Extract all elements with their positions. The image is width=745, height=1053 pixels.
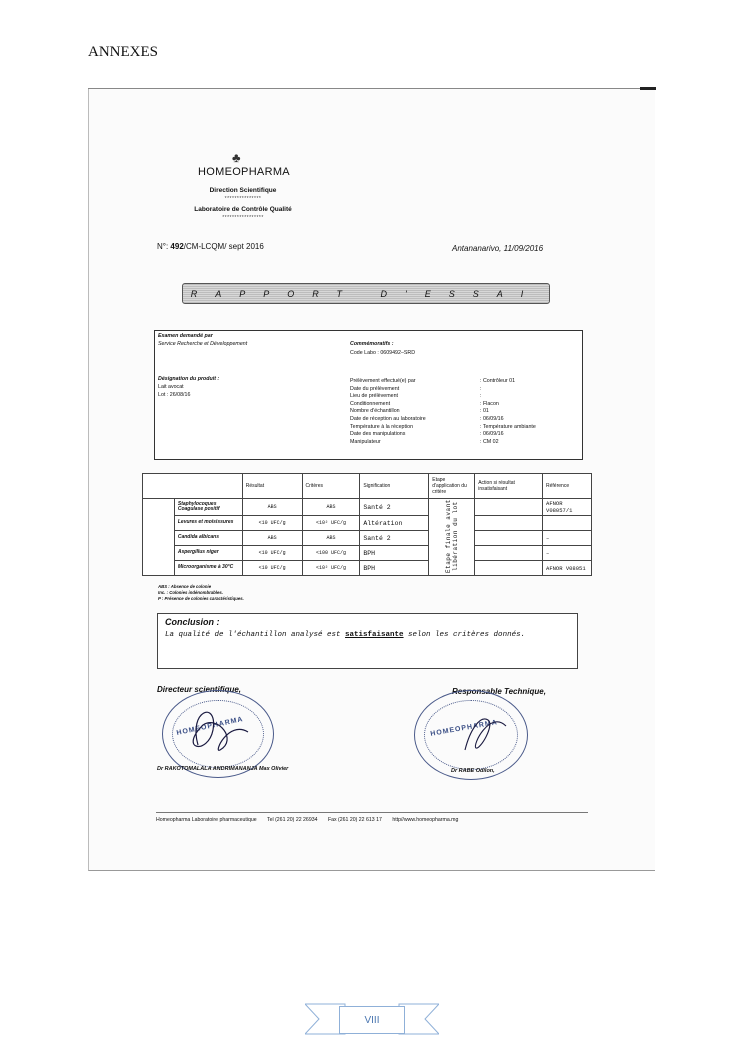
row-group-cell [143, 499, 175, 576]
stamp-text: HOMEOPHARMA [429, 719, 499, 738]
scan-top-edge [88, 88, 656, 89]
germ-name: Candida albicans [174, 531, 242, 546]
left-signatory-name: Dr RAKOTOMALALA ANDRIMANANJA Max Olivier [157, 766, 289, 772]
reference-cell: AFNOR V08057/1 [543, 499, 592, 516]
param-value: : Température ambiante [480, 423, 536, 430]
action-cell [475, 531, 543, 546]
header-action: Action si résultat insatisfaisant [475, 474, 543, 499]
header-criteria: Critères [302, 474, 360, 499]
param-values [480, 378, 536, 446]
results-table [142, 473, 592, 576]
param-label: Date des manipulations [350, 431, 406, 438]
reference-cell: – [543, 546, 592, 561]
result-cell: ABS [242, 531, 302, 546]
header-reference: Référence [543, 474, 592, 499]
code-labo: Code Labo : 0609492–SRD [350, 350, 416, 356]
header-stage: Etape d'application du critère [429, 474, 475, 499]
param-value: : Flacon [480, 400, 499, 407]
conclusion-highlight: satisfaisante [345, 631, 404, 639]
stamp-text: HOMEOPHARMA [176, 715, 245, 738]
left-signatory-title: Directeur scientifique, [157, 685, 242, 694]
param-value: : [480, 385, 482, 392]
meaning-cell: BPH [360, 561, 429, 576]
criteria-cell: <10² UFC/g [302, 516, 360, 531]
table-row [143, 499, 592, 516]
param-label: Date du prélèvement [350, 385, 400, 392]
action-cell [475, 499, 543, 516]
germ-name: Staphylocoques Coagulase positif [174, 499, 242, 516]
page-header: ANNEXES [88, 44, 158, 60]
comm-label: Commémoratifs : [350, 341, 394, 347]
scan-edge-mark [640, 87, 656, 90]
page-number: VIII [339, 1006, 405, 1034]
param-value: : CM 02 [480, 438, 499, 445]
right-signatory-name: Dr RABE Odilon, [451, 768, 495, 774]
table-row [143, 561, 592, 576]
footer-company: Homeopharma Laboratoire pharmaceutique [156, 817, 257, 823]
footer-fax: Fax (261 20) 22 613 17 [327, 817, 382, 823]
result-cell: ABS [242, 499, 302, 516]
param-label: Prélèvement effectué(e) par [350, 378, 416, 384]
meaning-cell: Altération [360, 516, 429, 531]
legend-item: Inc. : Colonies indénombrables. [158, 590, 223, 595]
criteria-cell: ABS [302, 531, 360, 546]
table-legend [158, 584, 244, 602]
table-row [143, 516, 592, 531]
conclusion-box [157, 613, 578, 669]
param-label: Température à la réception [350, 423, 414, 430]
footer-divider [156, 812, 588, 813]
place-date: Antananarivo, 11/09/2016 [452, 244, 544, 253]
param-value: : 01 [480, 408, 489, 415]
param-label: Lieu de prélèvement [350, 393, 398, 400]
param-value: : 06/09/16 [480, 431, 504, 438]
header-meaning: Signification [360, 474, 429, 499]
product-name: Lait avocat [158, 384, 184, 390]
footer-web: http//www.homeopharma.mg [392, 817, 459, 823]
reference-cell: AFNOR V08051 [543, 561, 592, 576]
action-cell [475, 546, 543, 561]
param-labels [350, 378, 426, 446]
criteria-cell: <10² UFC/g [302, 561, 360, 576]
result-cell: <10 UFC/g [242, 561, 302, 576]
right-signatory-title: Responsable Technique, [452, 687, 546, 696]
param-label: Manipulateur [350, 438, 381, 445]
param-value: : [480, 393, 482, 400]
meaning-cell: BPH [360, 546, 429, 561]
header-empty [143, 474, 243, 499]
param-label: Date de réception au laboratoire [350, 415, 426, 422]
exam-value: Service Recherche et Développement [158, 341, 248, 347]
legend-item: P : Présence de colonies caractéristiques. [158, 596, 244, 601]
report-reference: N°: 492/CM-LCQM/ sept 2016 [157, 242, 264, 251]
action-cell [475, 561, 543, 576]
fleur-logo-icon: ♣ [232, 150, 241, 165]
report-banner: RAPPORT D'ESSAI [182, 283, 550, 304]
table-row [143, 546, 592, 561]
germ-name: Levures et moisissures [174, 516, 242, 531]
reference-cell [543, 516, 592, 531]
product-lot: Lot : 26/08/16 [158, 392, 191, 398]
conclusion-title: Conclusion : [165, 617, 220, 627]
criteria-cell: <100 UFC/g [302, 546, 360, 561]
conclusion-text: La qualité de l'échantillon analysé est satisfaisante selon les critères donnés. [165, 631, 526, 639]
direction-title: Direction Scientifique [209, 187, 277, 194]
header-result: Résultat [242, 474, 302, 499]
action-cell [475, 516, 543, 531]
param-label: Nombre d'échantillon [350, 408, 400, 415]
footer-tel: Tel (261 20) 22 26934 [267, 817, 318, 823]
meaning-cell: Santé 2 [360, 531, 429, 546]
meaning-cell: Santé 2 [360, 499, 429, 516]
separator: ***************** [222, 215, 264, 221]
result-cell: <10 UFC/g [242, 516, 302, 531]
criteria-cell: ABS [302, 499, 360, 516]
stage-cell: Etape finale avant libération du lot [429, 499, 475, 576]
brand-name: HOMEOPHARMA [198, 166, 290, 178]
result-cell: <10 UFC/g [242, 546, 302, 561]
document-footer [156, 817, 467, 823]
germ-name: Aspergillus niger [174, 546, 242, 561]
table-row [143, 531, 592, 546]
param-value: : 06/09/16 [480, 415, 504, 422]
germ-name: Microorganisme à 30°C [174, 561, 242, 576]
param-value: : Contrôleur 01 [480, 378, 516, 384]
table-header-row [143, 474, 592, 499]
page-number-badge [305, 998, 439, 1040]
reference-cell: – [543, 531, 592, 546]
product-label: Désignation du produit : [158, 376, 220, 382]
legend-item: ABS : Absence de colonie [158, 584, 212, 589]
exam-label: Examen demandé par [158, 333, 213, 339]
param-label: Conditionnement [350, 400, 391, 407]
separator: *************** [224, 196, 262, 202]
laboratory-title: Laboratoire de Contrôle Qualité [194, 206, 292, 213]
